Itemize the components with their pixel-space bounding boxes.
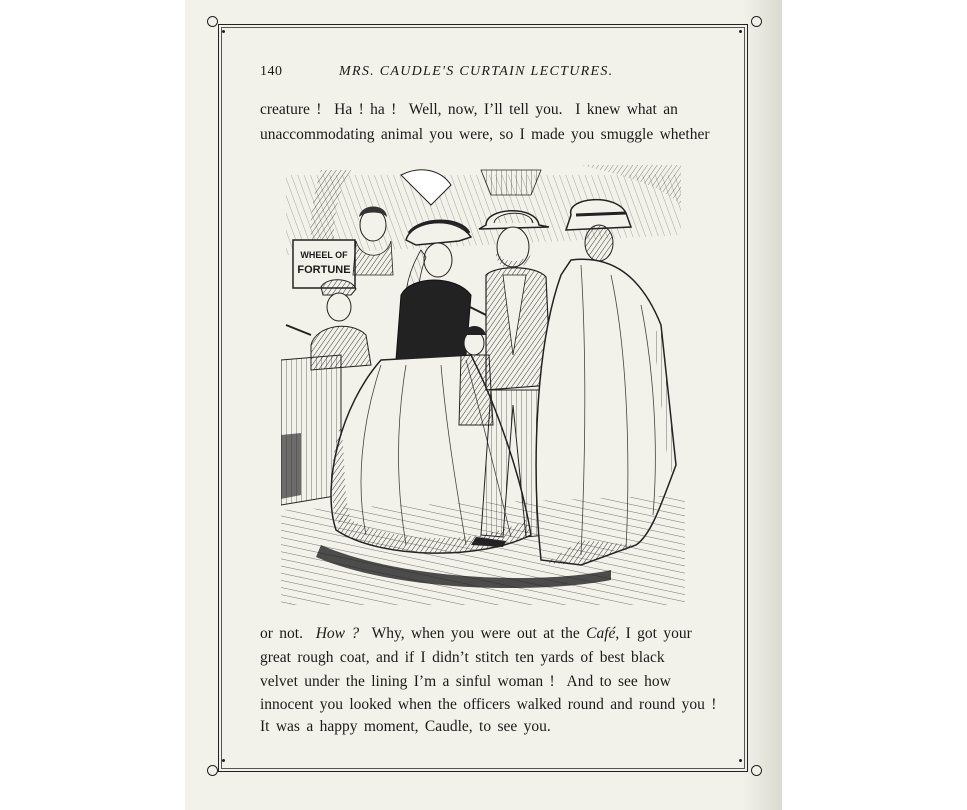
body-text-line: It was a happy moment, Caudle, to see you.	[260, 718, 551, 735]
body-text-line: or not. How ? Why, when you were out at the Café, I got your	[260, 625, 692, 642]
page-number: 140	[260, 64, 283, 79]
body-text-line: great rough coat, and if I didn’t stitch ten yards of best black	[260, 649, 665, 666]
sign-text-line1: WHEEL OF	[300, 250, 348, 260]
corner-dot	[739, 759, 742, 762]
counter-shadow	[281, 433, 301, 499]
page-gutter-shadow	[742, 0, 782, 810]
corner-ornament-bottom-left	[207, 765, 218, 776]
corner-dot	[222, 30, 225, 33]
corner-ornament-bottom-right	[751, 765, 762, 776]
corner-dot	[739, 30, 742, 33]
running-head: MRS. CAUDLE'S CURTAIN LECTURES.	[339, 64, 614, 79]
sign-text-line2: FORTUNE	[297, 264, 351, 276]
engraving-illustration	[281, 165, 685, 605]
body-text-line: innocent you looked when the officers walked round and round you !	[260, 696, 717, 713]
body-text-line: unaccommodating animal you were, so I made you smuggle whether	[260, 126, 710, 143]
corner-ornament-top-right	[751, 16, 762, 27]
book-page	[185, 0, 782, 810]
body-text-line: velvet under the lining I’m a sinful woman ! And to see how	[260, 673, 671, 690]
corner-dot	[222, 759, 225, 762]
background-object	[481, 170, 541, 195]
boy-figure	[286, 280, 371, 370]
body-text-line: creature ! Ha ! ha ! Well, now, I’ll tell you. I knew what an	[260, 101, 678, 118]
floor-hatching	[281, 495, 685, 605]
corner-ornament-top-left	[207, 16, 218, 27]
